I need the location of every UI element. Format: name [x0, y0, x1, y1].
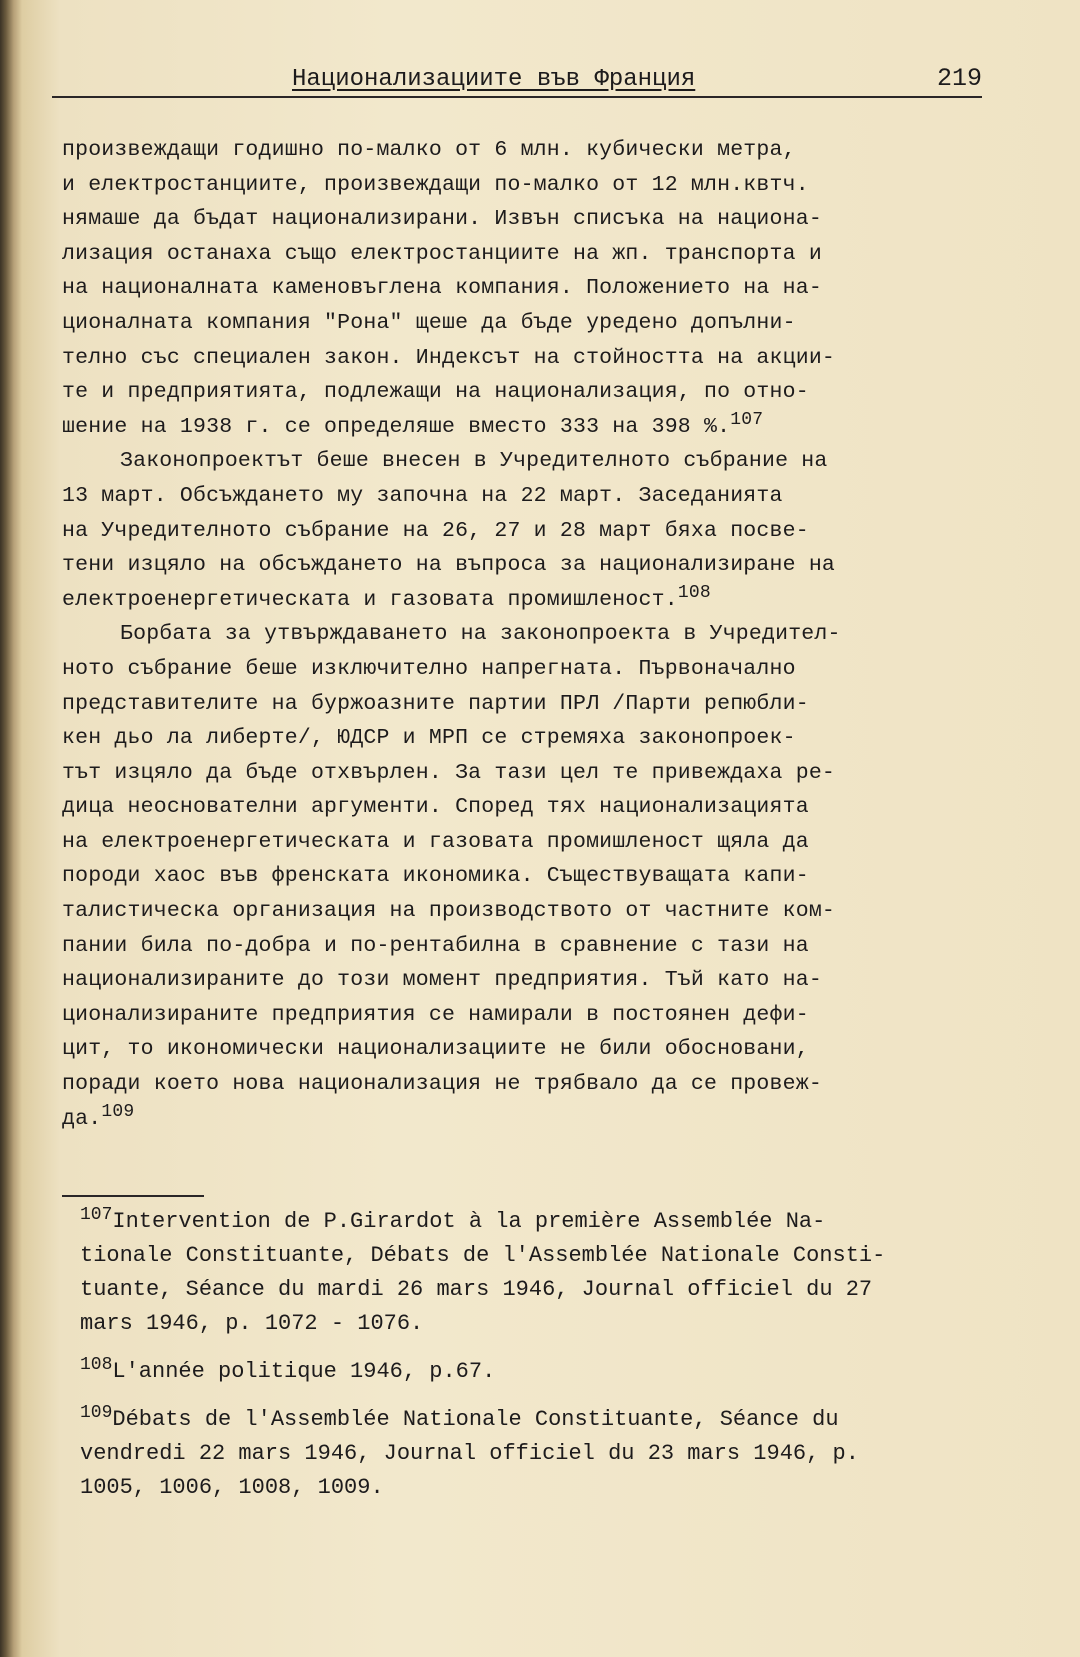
text-line: шение на 1938 г. се определяше вместо 333 на 398 %. [62, 414, 731, 439]
text-line: Борбата за утвърждаването на законопроекта в Учредител- [120, 622, 841, 647]
footnote-separator [62, 1195, 204, 1197]
footnote-text: Intervention de P.Girardot à la première Assemblée Na- [112, 1209, 826, 1234]
footnote-number: 107 [80, 1205, 113, 1225]
footnote-line: mars 1946, p. 1072 - 1076. [80, 1311, 424, 1336]
text-line: ционалната компания "Рона" щеше да бъде уредено допълни- [62, 310, 796, 335]
text-line: и електростанциите, произвеждащи по-малко от 12 млн.квтч. [62, 172, 809, 197]
footnote-108 [80, 1355, 1010, 1389]
text-line: ното събрание беше изключително напрегната. Първоначално [62, 656, 796, 681]
text-line: пании била по-добра и по-рентабилна в сравнение с тази на [62, 933, 809, 958]
text-line: на електроенергетическата и газовата промишленост щяла да [62, 829, 809, 854]
footnote-ref-107[interactable]: 107 [730, 409, 764, 430]
text-line-with-ref [62, 583, 1002, 618]
text-line: на Учредителното събрание на 26, 27 и 28 март бяха посве- [62, 518, 809, 543]
text-line-with-ref [62, 1102, 1002, 1137]
text-line: произвеждащи годишно по-малко от 6 млн. кубически метра, [62, 138, 796, 162]
footnote-number: 108 [80, 1355, 113, 1375]
footnote-line: tionale Constituante, Débats de l'Assemblée Nationale Consti- [80, 1243, 886, 1268]
text-line: дица неоснователни аргументи. Според тях национализацията [62, 795, 809, 820]
footnote-ref-108[interactable]: 108 [677, 582, 711, 603]
page-header [52, 62, 982, 98]
text-line: ционализираните предприятия се намирали в постоянен дефи- [62, 1002, 809, 1027]
footnote-line [80, 1355, 1010, 1389]
footnote-107 [80, 1205, 1010, 1341]
footnote-line [80, 1205, 1010, 1239]
text-line: поради което нова национализация не трябвало да се провеж- [62, 1072, 822, 1097]
text-line: породи хаос във френската икономика. Съществуващата капи- [62, 864, 809, 889]
footnote-text: L'année politique 1946, p.67. [112, 1359, 496, 1384]
text-line: цит, то икономически национализациите не били обосновани, [62, 1037, 809, 1062]
footnote-line [80, 1403, 1010, 1437]
footnote-line: tuante, Séance du mardi 26 mars 1946, Journal officiel du 27 [80, 1277, 873, 1302]
running-title: Национализациите във Франция [292, 66, 696, 93]
footnote-109 [80, 1403, 1010, 1505]
main-text [62, 133, 1002, 1136]
header-rule [52, 96, 982, 98]
footnote-number: 109 [80, 1403, 113, 1423]
text-line: те и предприятията, подлежащи на национализация, по отно- [62, 380, 809, 405]
text-line: тът изцяло да бъде отхвърлен. За тази цел те привеждаха ре- [62, 760, 836, 785]
page-number: 219 [936, 64, 982, 93]
text-line: талистическа организация на производството от частните ком- [62, 899, 836, 924]
text-line: на националната каменовъглена компания. Положението на на- [62, 276, 822, 301]
text-line: електроенергетическата и газовата промишленост. [62, 587, 678, 612]
text-line: нямаше да бъдат национализирани. Извън списъка на национа- [62, 207, 822, 232]
book-spine-shadow [0, 0, 22, 1657]
footnote-text: Débats de l'Assemblée Nationale Constituante, Séance du [112, 1407, 839, 1432]
text-line: 13 март. Обсъждането му започна на 22 март. Заседанията [62, 483, 783, 508]
footnote-ref-109[interactable]: 109 [101, 1101, 135, 1122]
text-line: лизация останаха също електростанциите на жп. транспорта и [62, 241, 822, 266]
text-line: представителите на буржоазните партии ПРЛ /Парти репюбли- [62, 691, 809, 716]
footnote-line: vendredi 22 mars 1946, Journal officiel du 23 mars 1946, p. [80, 1441, 859, 1466]
footnote-line: 1005, 1006, 1008, 1009. [80, 1475, 384, 1500]
text-line: тени изцяло на обсъждането на въпроса за национализиране на [62, 553, 836, 578]
text-line: Законопроектът беше внесен в Учредителното събрание на [120, 449, 828, 474]
text-line: да. [62, 1106, 102, 1131]
text-line-with-ref [62, 410, 1002, 445]
text-line: телно със специален закон. Индексът на стойността на акции- [62, 345, 836, 370]
text-line: национализираните до този момент предприятия. Тъй като на- [62, 968, 822, 993]
footnotes [80, 1205, 1010, 1519]
text-line: кен дьо ла либерте/, ЮДСР и МРП се стремяха законопроек- [62, 726, 796, 751]
